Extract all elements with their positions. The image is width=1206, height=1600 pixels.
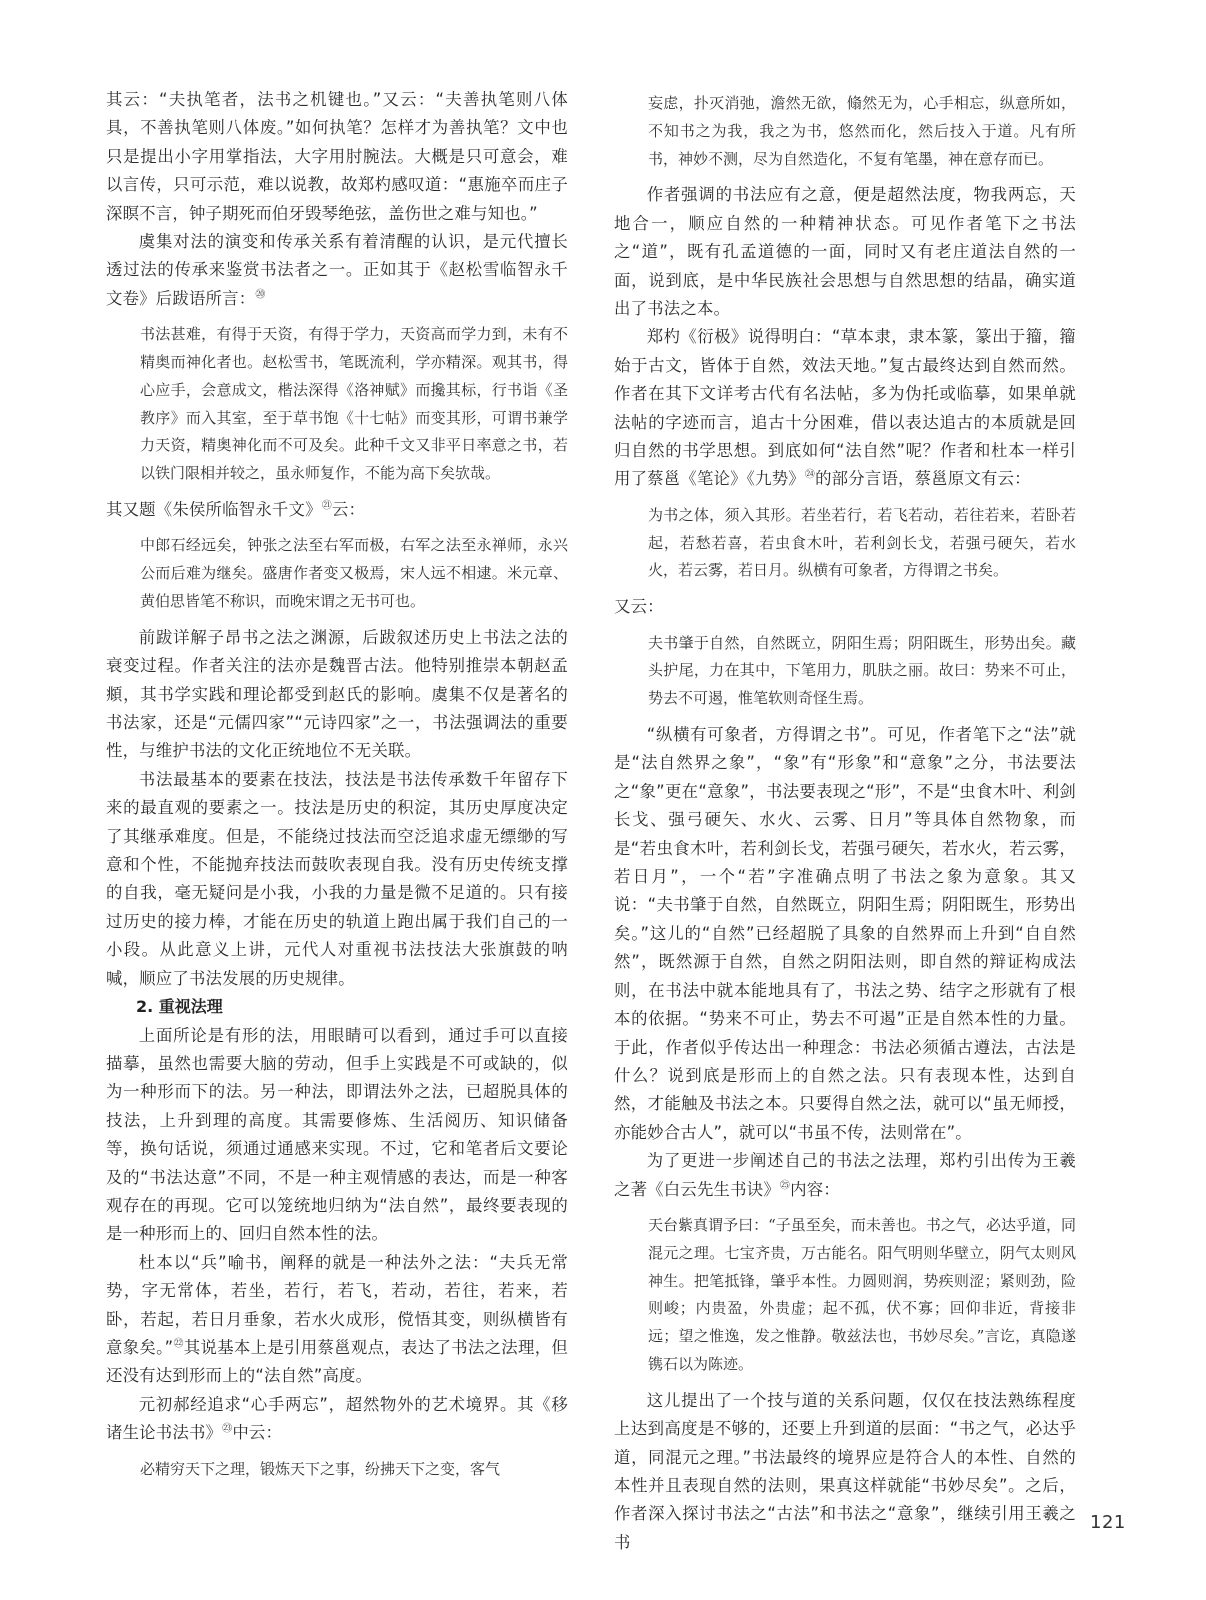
quotation-block: 为书之体，须入其形。若坐若行，若飞若动，若往若来，若卧若起，若愁若喜，若虫食木叶，若利剑长戈，若强弓硬矢，若水火，若云雾，若日月。纵横有可象者，方得谓之书矣。 <box>648 505 1076 580</box>
paragraph-1: 其云：“夫执笔者，法书之机键也。”又云：“夫善执笔则八体具，不善执笔则八体废。”如何执笔？怎样才为善执笔？文中也只是提出小字用掌指法，大字用肘腕法。大概是只可意会，难以言传，只可示范，难以说教，故郑杓感叹道：“惠施卒而庄子深瞑不言，钟子期死而伯牙毁琴绝弦，盖伤世之难与知也。” <box>106 90 568 223</box>
paragraph-8-text-end: 中云： <box>232 1423 283 1443</box>
paragraph-2-text: 虞集对法的演变和传承关系有着清醒的认识，是元代擅长透过法的传承来鉴赏书法者之一。正如其于《赵松雪临智永千文卷》后跋语所言： <box>106 232 568 308</box>
footnote-marker: ㉕ <box>779 1180 791 1192</box>
paragraph-7 <box>106 1249 568 1391</box>
paragraph-9: 作者强调的书法应有之意，便是超然法度，物我两忘，天地合一，顺应自然的一种精神状态。可见作者笔下之书法之“道”，既有孔孟道德的一面，同时又有老庄道法自然的一面，说到底，是中华民族社会思想与自然思想的结晶，确实道出了书法之本。 <box>614 185 1076 319</box>
footnote-marker: ㉒ <box>173 1338 184 1350</box>
paragraph-5: 书法最基本的要素在技法，技法是书法传承数千年留存下来的最直观的要素之一。技法是历史的积淀，其历史厚度决定了其继承难度。但是，不能绕过技法而空泛追求虚无缥缈的写意和个性，不能抛弃技法而鼓吹表现自我。没有历史传统支撑的自我，毫无疑问是小我，小我的力量是微不足道的。只有接过历史的接力棒，才能在历史的轨道上跑出属于我们自己的一小段。从此意义上讲，元代人对重视书法技法大张旗鼓的呐喊，顺应了书法发展的历史规律。 <box>106 769 568 988</box>
paragraph-7-text-end: 其说基本上是引用蔡邕观点，表达了书法之法理，但还没有达到形而上的“法自然”高度。 <box>106 1337 569 1386</box>
paragraph-13 <box>614 1147 1076 1204</box>
paragraph-2 <box>106 228 568 313</box>
footnote-marker: ⑳ <box>255 289 266 301</box>
paragraph-3-text: 其又题《朱侯所临智永千文》 <box>106 500 322 520</box>
quotation-block: 天台紫真谓予曰：“子虽至矣，而未善也。书之气，必达乎道，同混元之理。七宝齐贵，万古能名。阳气明则华壁立，阴气太则风神生。把笔抵锋，肇乎本性。力圆则润，势疾则涩；紧则劲，险则峻；内贵盈，外贵虚；起不孤，伏不寡；回仰非近，背接非远；望之惟逸，发之惟静。敬兹法也，书妙尽矣。”言讫，真隐遂镌石以为陈迹。 <box>648 1215 1076 1373</box>
quotation-block: 中郎石经远矣，钟张之法至右军而极，右军之法至永禅师，永兴公而后难为继矣。盛唐作者变又极焉，宋人远不相逮。米元章、黄伯思皆笔不称识，而晚宋谓之无书可也。 <box>140 536 568 611</box>
footnote-marker: ㉓ <box>222 1423 233 1435</box>
paragraph-13-text: 为了更进一步阐述自己的书法之法理，郑杓引出传为王羲之著《白云先生书诀》 <box>614 1151 1076 1199</box>
paragraph-12: “纵横有可象者，方得谓之书”。可见，作者笔下之“法”就是“法自然界之象”，“象”有“形象”和“意象”之分，书法要法之“象”更在“意象”，书法要表现之“形”，不是“虫食木叶、利剑长戈、强弓硬矢、水火、云雾、日月”等具体自然物象，而是“若虫食木叶，若利剑长戈，若强弓硬矢，若水火，若云雾，若日月”，一个“若”字准确点明了书法之象为意象。其又说：“夫书肇于自然，自然既立，阴阳生焉；阴阳既生，形势出矣。”这儿的“自然”已经超脱了具象的自然界而上升到“自自然然”，既然源于自然，自然之阴阳法则，即自然的辩证构成法则，在书法中就本能地具有了，书法之势、结字之形就有了根本的依据。“势来不可止，势去不可遏”正是自然本性的力量。于此，作者似乎传达出一种理念：书法必须循古遵法，古法是什么？说到底是形而上的自然之法。只有表现本性，达到自然，才能触及书法之本。只要得自然之法，就可以“虽无师授，亦能妙合古人”，就可以“书虽不传，法则常在”。 <box>614 725 1076 1142</box>
paragraph-8-text: 元初郝经追求“心手两忘”，超然物外的艺术境界。其《移诸生论书法书》 <box>106 1394 568 1443</box>
right-column <box>614 90 1076 1557</box>
section-heading: 2. 重视法理 <box>136 997 223 1017</box>
paragraph-10-text-end: 的部分言语，蔡邕原文有云： <box>815 469 1031 489</box>
paragraph-11: 又云： <box>614 597 664 617</box>
paragraph-14: 这儿提出了一个技与道的关系问题，仅仅在技法熟练程度上达到高度是不够的，还要上升到道的层面：“书之气，必达乎道，同混元之理。”书法最终的境界应是符合人的本性、自然的本性并且表现自然的法则，果真这样就能“书妙尽矣”。之后，作者深入探讨书法之“古法”和书法之“意象”，继续引用王羲之书 <box>614 1390 1076 1552</box>
paragraph-10-text: 郑杓《衍极》说得明白：“草本隶，隶本篆，篆出于籀，籀始于古文，皆体于自然，效法天地。”复古最终达到自然而然。作者在其下文详考古代有名法帖，多为伪托或临摹，如果单就法帖的字迹而言，追古十分困难，借以表达追古的本质就是回归自然的书学思想。到底如何“法自然”呢？作者和杜本一样引用了蔡邕《笔论》《九势》 <box>614 327 1076 489</box>
paragraph-6: 上面所论是有形的法，用眼睛可以看到，通过手可以直接描摹，虽然也需要大脑的劳动，但手上实践是不可或缺的，似为一种形而下的法。另一种法，即谓法外之法，已超脱具体的技法，上升到理的高度。其需要修炼、生活阅历、知识储备等，换句话说，须通过通感来实现。不过，它和笔者后文要论及的“书法达意”不同，不是一种主观情感的表达，而是一种客观存在的再现。它可以笼统地归纳为“法自然”，最终要表现的是一种形而上的、回归自然本性的法。 <box>106 1025 568 1244</box>
paragraph-3-text-end: 云： <box>331 500 366 520</box>
paragraph-13-text-end: 内容： <box>790 1179 840 1199</box>
paragraph-3 <box>106 496 568 524</box>
quotation-block: 夫书肇于自然，自然既立，阴阳生焉；阴阳既生，形势出矣。藏头护尾，力在其中，下笔用力，肌肤之丽。故曰：势来不可止，势去不可遏，惟笔软则奇怪生焉。 <box>648 633 1076 708</box>
paragraph-10 <box>614 323 1076 493</box>
quotation-block: 必精穷天下之理，锻炼天下之事，纷拂天下之变，客气 <box>140 1459 501 1478</box>
paragraph-8 <box>106 1391 568 1448</box>
footnote-marker: ㉔ <box>804 469 816 481</box>
left-column <box>106 86 568 1483</box>
quotation-block-continued: 妄虑，扑灭消弛，澹然无欲，翛然无为，心手相忘，纵意所如，不知书之为我，我之为书，悠然而化，然后技入于道。凡有所书，神妙不测，尽为自然造化，不复有笔墨，神在意存而已。 <box>648 94 1076 168</box>
footnote-marker: ㉑ <box>321 500 332 512</box>
quotation-block: 书法甚难，有得于天资，有得于学力，天资高而学力到，未有不精奥而神化者也。赵松雪书，笔既流利，学亦精深。观其书，得心应手，会意成文，楷法深得《洛神赋》而攙其标，行书诣《圣教序》而入其室，至于草书饱《十七帖》而变其形，可谓书兼学力天资，精奥神化而不可及矣。此种千文又非平日率意之书，若以铁门限相并较之，虽永师复作，不能为高下矣欤哉。 <box>140 325 568 483</box>
paragraph-4: 前跋详解子昂书之法之渊源，后跋叙述历史上书法之法的衰变过程。作者关注的法亦是魏晋古法。他特别推崇本朝赵孟頫，其书学实践和理论都受到赵氏的影响。虞集不仅是著名的书法家，还是“元儒四家”“元诗四家”之一，书法强调法的重要性，与维护书法的文化正统地位不无关联。 <box>106 627 568 761</box>
page-number: 121 <box>1090 1512 1126 1533</box>
paragraph-7-text: 杜本以“兵”喻书，阐释的就是一种法外之法：“夫兵无常势，字无常体，若坐，若行，若飞，若动，若往，若来，若卧，若起，若日月垂象，若水火成形，傥悟其变，则纵横皆有意象矣。” <box>106 1252 568 1357</box>
